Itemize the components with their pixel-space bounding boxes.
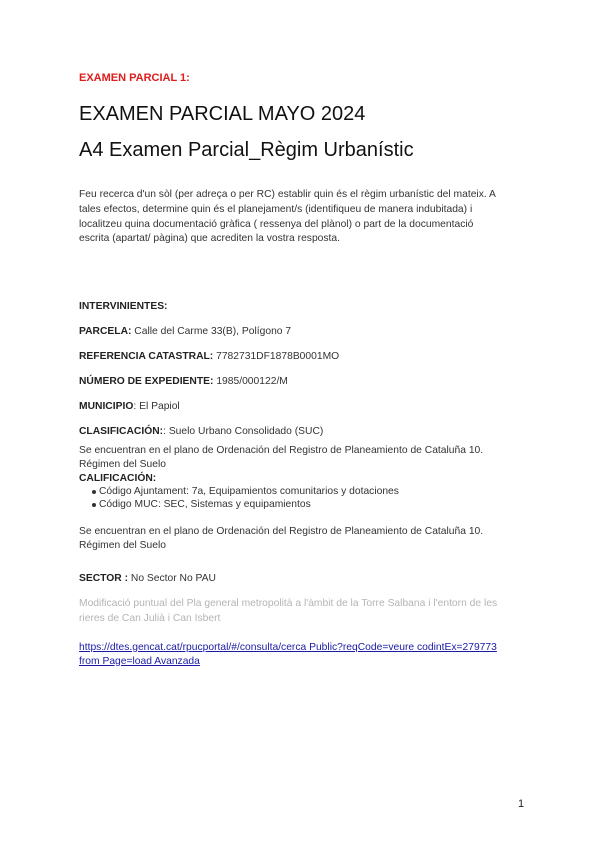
document-subtitle: A4 Examen Parcial_Règim Urbanístic	[79, 139, 414, 161]
rpuc-portal-link[interactable]: https://dtes.gencat.cat/rpucportal/#/consulta/cerca Public?reqCode=veure codintEx=279773 from Page=load Avanzada	[79, 642, 497, 667]
sector-field	[79, 572, 216, 585]
modificacio-note: Modificació puntual del Pla general metropolità a l'àmbit de la Torre Salbana i l'entorn de les rieres de Can Julià i Can Isbert	[79, 598, 498, 624]
list-item: Código Ajuntament: 7a, Equipamientos comunitarios y dotaciones	[79, 486, 399, 499]
sector-label: SECTOR :	[79, 573, 129, 584]
exam-header-label: EXAMEN PARCIAL 1:	[79, 72, 190, 84]
intervinientes-label: INTERVINIENTES:	[79, 301, 168, 312]
expediente-field	[79, 375, 288, 388]
list-item: Código MUC: SEC, Sistemas y equipamientos	[79, 499, 399, 512]
page-number: 1	[518, 798, 525, 810]
intervinientes-heading	[79, 300, 168, 313]
parcela-label: PARCELA:	[79, 326, 132, 337]
calificacion-list	[79, 486, 399, 511]
referencia-field	[79, 350, 339, 363]
clasificacion-value: : Suelo Urbano Consolidado (SUC)	[163, 426, 324, 437]
plano-paragraph-2: Se encuentran en el plano de Ordenación del Registro de Planeamiento de Cataluña 10. Régimen del Suelo	[79, 526, 484, 551]
municipio-field	[79, 400, 180, 413]
municipio-label: MUNICIPIO	[79, 401, 134, 412]
clasificacion-label: CLASIFICACIÓN:	[79, 426, 164, 437]
municipio-value: : El Papiol	[133, 401, 180, 412]
intro-paragraph: Feu recerca d'un sòl (per adreça o per RC) establir quin és el règim urbanístic del mateix. A tales efectos, determine quin és el planejament/s (identifiqueu de manera indubitada) i localitzeu quina documentació gràfica ( ressenya del plànol) o part de la documentació escrita (apartat/ pàgina) que acrediten la vostra resposta.	[79, 189, 496, 245]
expediente-value: 1985/000122/M	[213, 376, 288, 387]
plano-paragraph-1: Se encuentran en el plano de Ordenación del Registro de Planeamiento de Cataluña 10. Régimen del Suelo	[79, 445, 484, 470]
referencia-value: 7782731DF1878B0001MO	[213, 351, 340, 362]
referencia-label: REFERENCIA CATASTRAL:	[79, 351, 214, 362]
clasificacion-field	[79, 425, 323, 438]
parcela-value: Calle del Carme 33(B), Polígono 7	[131, 326, 292, 337]
sector-value: No Sector No PAU	[128, 573, 216, 584]
document-title: EXAMEN PARCIAL MAYO 2024	[79, 103, 366, 125]
calificacion-label: CALIFICACIÓN:	[79, 473, 157, 484]
calificacion-heading	[79, 472, 156, 485]
parcela-field	[79, 325, 291, 338]
expediente-label: NÚMERO DE EXPEDIENTE:	[79, 376, 214, 387]
